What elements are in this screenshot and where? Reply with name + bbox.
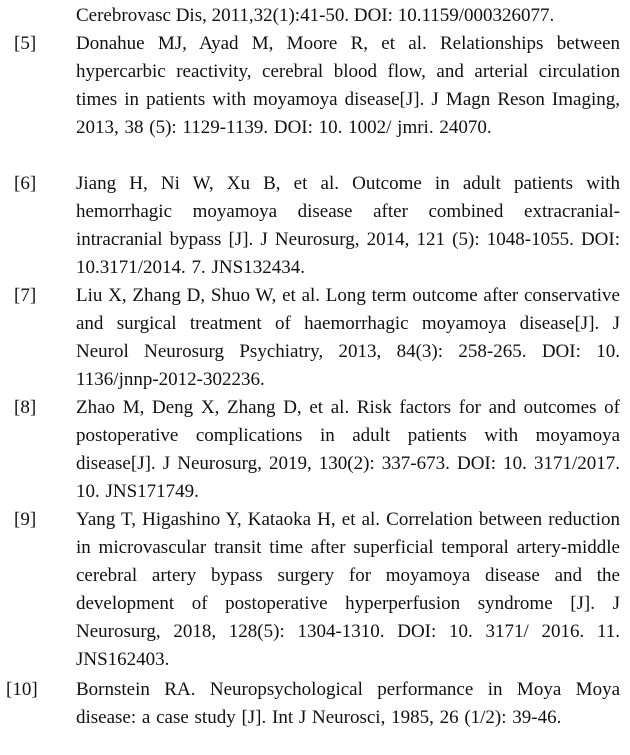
reference-text: Yang T, Higashino Y, Kataoka H, et al. Correlation between reduction in microvascular transit time after superficial temporal artery-middle cerebral artery bypass surgery for moyamoya disease and the development of postoperative hyperperfusion syndrome [J]. J Neurosurg, 2018, 128(5): 1304-1310. DOI: 10. 3171/ 2016. 11. JNS162403.	[76, 509, 620, 670]
reference-text: Liu X, Zhang D, Shuo W, et al. Long term outcome after conservative and surgical treatment of haemorrhagic moyamoya disease[J]. J Neurol Neurosurg Psychiatry, 2013, 84(3): 258-265. DOI: 10. 1136/jnnp-2012-302236.	[76, 285, 620, 390]
reference-text: Zhao M, Deng X, Zhang D, et al. Risk factors for and outcomes of postoperative complications in adult patients with moyamoya disease[J]. J Neurosurg, 2019, 130(2): 337-673. DOI: 10. 3171/2017. 10. JNS171749.	[76, 397, 620, 502]
reference-number: [5]	[14, 33, 37, 54]
reference-text: Bornstein RA. Neuropsychological performance in Moya Moya disease: a case study [J]. Int J Neurosci, 1985, 26 (1/2): 39-46.	[76, 679, 620, 728]
reference-text: Jiang H, Ni W, Xu B, et al. Outcome in adult patients with hemorrhagic moyamoya disease after combined extracranial-intracranial bypass [J]. J Neurosurg, 2014, 121 (5): 1048-1055. DOI: 10.3171/2014. 7. JNS132434.	[76, 173, 620, 278]
reference-text: Donahue MJ, Ayad M, Moore R, et al. Relationships between hypercarbic reactivity, cerebral blood flow, and arterial circulation times in patients with moyamoya disease[J]. J Magn Reson Imaging, 2013, 38 (5): 1129-1139. DOI: 10. 1002/ jmri. 24070.	[76, 33, 620, 138]
reference-number: [9]	[14, 509, 37, 530]
reference-number: [10]	[6, 679, 38, 700]
reference-continuation: Cerebrovasc Dis, 2011,32(1):41-50. DOI: 10.1159/000326077.	[76, 5, 555, 26]
reference-number: [8]	[14, 397, 37, 418]
reference-number: [7]	[14, 285, 37, 306]
reference-number: [6]	[14, 173, 37, 194]
